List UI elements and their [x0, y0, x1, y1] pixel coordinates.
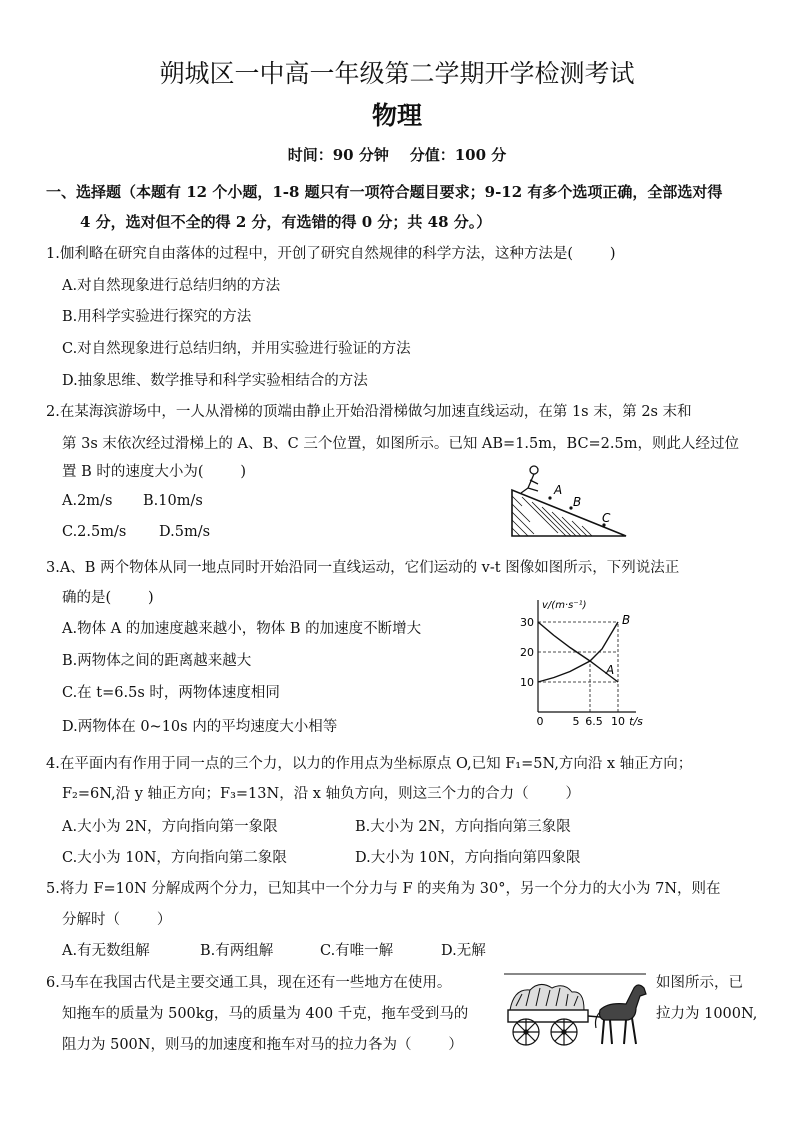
vt-chart	[508, 596, 656, 726]
q6-stem-line2b: 拉力为 1000N,	[656, 1006, 758, 1022]
q3-option-d: D.两物体在 0~10s 内的平均速度大小相等	[62, 719, 338, 735]
q5-option-a: A.有无数组解	[62, 943, 150, 959]
slide-figure	[508, 460, 632, 540]
q1-option-c: C.对自然现象进行总结归纳，并用实验进行验证的方法	[62, 341, 411, 357]
q2-option-c: C.2.5m/s	[62, 524, 127, 540]
q1-stem: 1.伽利略在研究自由落体的过程中，开创了研究自然规律的科学方法，这种方法是( )	[46, 246, 616, 262]
point-c-label: C	[602, 511, 611, 525]
q2-stem-line1: 2.在某海滨游场中，一人从滑梯的顶端由静止开始沿滑梯做匀加速直线运动，在第 1s 末，第 2s 末和	[46, 404, 692, 420]
series-label-B: B	[622, 613, 631, 627]
q3-option-a: A.物体 A 的加速度越来越小，物体 B 的加速度不断增大	[62, 621, 422, 637]
q4-option-c: C.大小为 10N，方向指向第二象限	[62, 850, 287, 866]
q4-stem-line2: F₂=6N,沿 y 轴正方向；F₃=13N，沿 x 轴负方向，则这三个力的合力（ ）	[62, 786, 580, 802]
x-tick-label-10: 10	[611, 715, 625, 726]
point-a-label: A	[554, 483, 563, 497]
cart-wheel-icon	[513, 1019, 577, 1045]
y-tick-label-10: 10	[520, 676, 534, 689]
q5-option-c: C.有唯一解	[320, 943, 394, 959]
q3-option-b: B.两物体之间的距离越来越大	[62, 653, 252, 669]
x-tick-label-0: 0	[536, 715, 544, 726]
q2-option-b: B.10m/s	[143, 493, 203, 509]
q6-stem-line3: 阻力为 500N，则马的加速度和拖车对马的拉力各为（ ）	[62, 1037, 463, 1053]
x-tick-label-6.5: 6.5	[585, 715, 603, 726]
q4-option-a: A.大小为 2N，方向指向第一象限	[62, 819, 278, 835]
section-heading-line1: 一、选择题（本题有 12 个小题，1-8 题只有一项符合题目要求；9-12 有多个选项正确，全部选对得	[46, 183, 723, 201]
exam-title: 朔城区一中高一年级第二学期开学检测考试	[159, 59, 635, 88]
q6-stem-line2a: 知拖车的质量为 500kg，马的质量为 400 千克，拖车受到马的	[62, 1006, 469, 1022]
q6-stem-line1a: 6.马车在我国古代是主要交通工具，现在还有一些地方在使用。	[46, 975, 452, 991]
x-tick-label-5: 5	[572, 715, 580, 726]
q4-option-b: B.大小为 2N，方向指向第三象限	[355, 819, 571, 835]
point-a-marker	[548, 496, 551, 499]
subject-title: 物理	[371, 101, 422, 130]
cart-load-icon	[510, 984, 584, 1010]
x-axis-label: t/s	[629, 715, 643, 726]
q4-stem-line1: 4.在平面内有作用于同一点的三个力，以力的作用点为坐标原点 O,已知 F₁=5N,方向沿 x 轴正方向；	[46, 756, 693, 772]
horse-cart-figure	[500, 966, 650, 1056]
q1-option-b: B.用科学实验进行探究的方法	[62, 309, 252, 325]
q1-option-d: D.抽象思维、数学推导和科学实验相结合的方法	[62, 373, 368, 389]
y-tick-label-30: 30	[520, 616, 534, 629]
q5-stem-line2: 分解时（ ）	[62, 912, 172, 928]
q5-option-b: B.有两组解	[200, 943, 274, 959]
q5-option-d: D.无解	[441, 943, 486, 959]
q2-stem-line2: 第 3s 末依次经过滑梯上的 A、B、C 三个位置，如图所示。已知 AB=1.5m，BC=2.5m，则此人经过位	[62, 436, 739, 452]
q3-stem-line2: 确的是( )	[62, 590, 154, 606]
q4-option-d: D.大小为 10N，方向指向第四象限	[355, 850, 581, 866]
y-tick-label-20: 20	[520, 646, 534, 659]
q2-option-d: D.5m/s	[159, 524, 211, 540]
q2-option-a: A.2m/s	[62, 493, 113, 509]
q3-stem-line1: 3.A、B 两个物体从同一地点同时开始沿同一直线运动，它们运动的 v-t 图像如图所示，下列说法正	[46, 560, 680, 576]
q5-stem-line1: 5.将力 F=10N 分解成两个分力，已知其中一个分力与 F 的夹角为 30°，另一个分力的大小为 7N，则在	[46, 881, 721, 897]
q3-option-c: C.在 t=6.5s 时，两物体速度相同	[62, 685, 280, 701]
q6-stem-line1b: 如图所示，已	[656, 975, 743, 991]
section-heading-line2: 4 分，选对但不全的得 2 分，有选错的得 0 分；共 48 分。）	[80, 213, 492, 231]
q2-stem-line3: 置 B 时的速度大小为( )	[62, 464, 247, 480]
point-b-label: B	[573, 495, 582, 509]
series-label-A: A	[606, 663, 615, 677]
horse-icon	[596, 985, 647, 1044]
time-score-info: 时间：90 分钟 分值：100 分	[287, 146, 507, 164]
q1-option-a: A.对自然现象进行总结归纳的方法	[62, 278, 281, 294]
y-axis-label: v/(m·s⁻¹)	[542, 600, 587, 611]
person-icon	[521, 466, 538, 493]
